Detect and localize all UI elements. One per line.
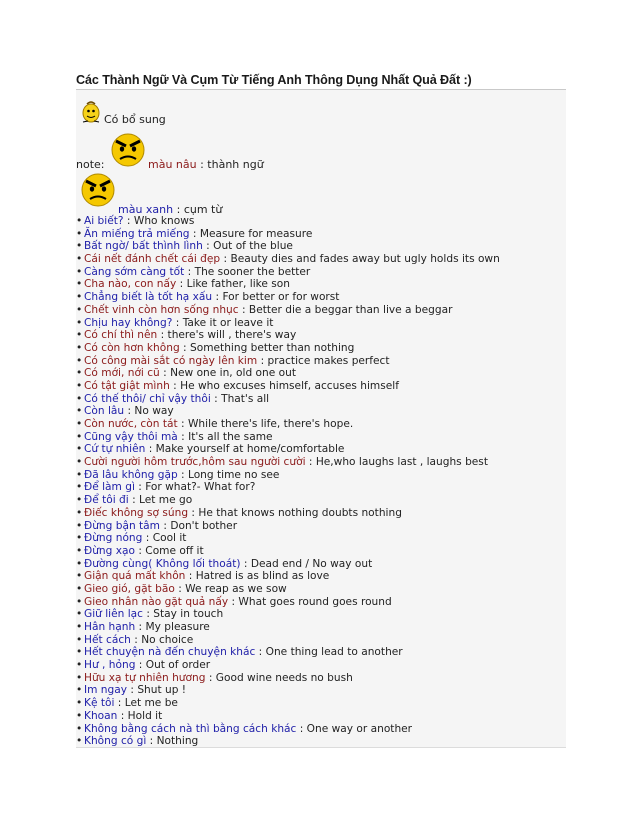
list-item: [76, 646, 566, 659]
phrase-vietnamese: Hết cách: [84, 633, 131, 646]
phrase-english: We reap as we sow: [185, 582, 287, 595]
angry-smiley-icon: [108, 130, 148, 168]
list-item: [76, 456, 566, 469]
phrase-separator: :: [135, 621, 146, 633]
list-item: [76, 507, 566, 520]
phrase-english: No way: [134, 405, 174, 418]
phrase-separator: :: [205, 671, 216, 684]
phrase-vietnamese: Có mới, nới cũ: [84, 367, 160, 380]
brown-label: màu nâu: [148, 158, 197, 171]
phrase-vietnamese: Càng sớm càng tốt: [84, 265, 185, 278]
page-title: Các Thành Ngữ Và Cụm Từ Tiếng Anh Thông Dụng Nhất Quả Đất :): [76, 73, 472, 87]
list-item: [76, 532, 566, 545]
list-item: [76, 393, 566, 406]
phrase-english: It's all the same: [188, 430, 273, 443]
list-item: [76, 418, 566, 431]
list-item: [76, 342, 566, 355]
list-item: [76, 608, 566, 621]
phrase-vietnamese: Cũng vậy thôi mà: [84, 430, 178, 443]
phrase-separator: :: [177, 468, 188, 481]
phrase-vietnamese: Có còn hơn không: [84, 341, 180, 354]
phrase-separator: :: [177, 418, 188, 430]
phrase-separator: :: [228, 595, 239, 608]
list-item: [76, 481, 566, 494]
list-item: [76, 443, 566, 456]
phrase-separator: :: [210, 392, 222, 405]
phrase-vietnamese: Cứ tự nhiên: [84, 443, 146, 456]
list-item: [76, 710, 566, 723]
phrase-english: Out of order: [145, 659, 211, 672]
list-item: [76, 215, 566, 228]
list-item: [76, 240, 566, 253]
phrase-vietnamese: Gieo gió, gặt bão: [84, 582, 175, 595]
phrase-separator: :: [146, 735, 157, 748]
list-item: [76, 431, 566, 444]
phrase-separator: :: [117, 709, 128, 722]
phrase-english: Something better than nothing: [190, 341, 355, 354]
list-item: [76, 684, 566, 697]
list-item: [76, 469, 566, 482]
list-item: [76, 278, 566, 291]
phrase-english: Make yourself at home/comfortable: [155, 443, 345, 456]
phrase-vietnamese: Kệ tôi: [84, 697, 115, 710]
phrase-vietnamese: Đừng bận tâm: [84, 519, 160, 532]
phrase-english: My pleasure: [145, 621, 210, 633]
phrase-vietnamese: Không có gì: [84, 735, 147, 748]
phrase-vietnamese: Đã lâu không gặp: [84, 468, 178, 481]
phrase-separator: :: [212, 291, 223, 304]
phrase-english: Cool it: [152, 532, 187, 545]
phrase-separator: :: [142, 532, 153, 545]
phrase-vietnamese: Có chí thì nên: [84, 329, 158, 342]
list-item: [76, 266, 566, 279]
list-item: [76, 380, 566, 393]
phrase-separator: :: [134, 544, 146, 557]
phrase-vietnamese: Giận quá mất khôn: [84, 570, 186, 583]
phrase-english: Hatred is as blind as love: [195, 570, 330, 583]
list-item: [76, 697, 566, 710]
phrase-vietnamese: Im ngay: [84, 684, 128, 697]
phrase-separator: :: [134, 481, 146, 494]
phrase-english: For better or for worst: [222, 291, 340, 304]
list-item: [76, 317, 566, 330]
phrase-english: One way or another: [306, 722, 413, 735]
phrase-vietnamese: Chết vinh còn hơn sống nhục: [84, 303, 239, 316]
list-item: [76, 545, 566, 558]
phrase-english: Dead end / No way out: [250, 557, 373, 570]
blue-desc: : cụm từ: [176, 203, 223, 216]
phrase-vietnamese: Bất ngờ/ bất thình lình: [84, 240, 203, 253]
phrase-vietnamese: Không bằng cách nà thì bằng cách khác: [84, 722, 297, 735]
phrase-english: For what?- What for?: [145, 481, 256, 494]
phrase-vietnamese: Chịu hay không?: [84, 316, 173, 329]
phrase-vietnamese: Ai biết?: [84, 215, 124, 227]
phrase-english: Don't bother: [170, 519, 238, 532]
phrase-english: Hold it: [127, 709, 163, 722]
phrase-separator: :: [255, 646, 266, 659]
angry-smiley-icon: [78, 170, 118, 208]
list-item: [76, 735, 566, 748]
list-item: [76, 228, 566, 241]
phrase-separator: :: [185, 570, 196, 583]
phrase-vietnamese: Còn nước, còn tát: [84, 418, 178, 430]
phrase-separator: :: [174, 582, 186, 595]
list-item: [76, 291, 566, 304]
phrase-english: While there's life, there's hope.: [187, 418, 354, 430]
phrase-vietnamese: Đừng nóng: [84, 532, 143, 545]
list-item: [76, 367, 566, 380]
phrase-vietnamese: Đừng xạo: [84, 544, 135, 557]
phrase-english: What goes round goes round: [238, 595, 392, 608]
list-item: [76, 405, 566, 418]
list-item: [76, 304, 566, 317]
blue-label: màu xanh: [118, 203, 174, 216]
phrase-vietnamese: Có thế thôi/ chỉ vậy thôi: [84, 392, 211, 405]
phrase-separator: :: [114, 697, 125, 710]
phrase-separator: :: [257, 354, 268, 367]
phrase-english: Good wine needs no bush: [215, 671, 353, 684]
phrase-separator: :: [127, 684, 138, 697]
smiley-banana-icon: [80, 100, 102, 124]
list-item: [76, 583, 566, 596]
phrase-english: Let me be: [124, 697, 178, 710]
list-item: [76, 329, 566, 342]
phrase-english: The sooner the better: [194, 265, 311, 278]
phrase-separator: :: [240, 557, 251, 570]
phrase-english: Take it or leave it: [182, 316, 274, 329]
phrase-vietnamese: Chẳng biết là tốt hạ xấu: [84, 291, 213, 304]
phrase-english: New one in, old one out: [170, 367, 296, 380]
phrase-separator: :: [305, 456, 316, 469]
phrase-separator: :: [176, 278, 187, 291]
phrase-english: Measure for measure: [199, 227, 313, 240]
list-item: [76, 520, 566, 533]
phrase-english: Like father, like son: [186, 278, 291, 291]
phrase-vietnamese: Có công mài sắt có ngày lên kim: [84, 354, 258, 367]
phrase-vietnamese: Cha nào, con nấy: [84, 278, 177, 291]
phrase-separator: :: [123, 215, 134, 227]
list-item: [76, 253, 566, 266]
list-item: [76, 621, 566, 634]
phrase-vietnamese: Giữ liên lạc: [84, 608, 143, 621]
phrase-english: Shut up !: [137, 684, 187, 697]
phrase-separator: :: [160, 519, 171, 532]
phrase-english: Better die a beggar than live a beggar: [248, 303, 453, 316]
phrase-vietnamese: Ăn miếng trả miếng: [84, 227, 190, 240]
phrase-separator: :: [142, 608, 154, 621]
list-item: [76, 596, 566, 609]
phrase-english: Beauty dies and fades away but ugly holds its own: [230, 253, 500, 266]
phrase-separator: :: [202, 240, 214, 253]
phrase-vietnamese: Cái nết đánh chết cái đẹp: [84, 253, 221, 266]
phrase-vietnamese: Để tôi đi: [84, 494, 129, 507]
phrase-separator: :: [172, 316, 183, 329]
phrase-english: He who excuses himself, accuses himself: [180, 379, 399, 392]
phrase-english: One thing lead to another: [265, 646, 403, 659]
phrase-separator: :: [135, 659, 146, 672]
phrase-english: Come off it: [145, 544, 204, 557]
phrase-vietnamese: Hết chuyện nà đến chuyện khác: [84, 646, 256, 659]
list-item: [76, 570, 566, 583]
phrase-english: Out of the blue: [213, 240, 293, 253]
phrase-separator: :: [130, 633, 142, 646]
phrase-separator: :: [188, 506, 199, 519]
phrase-english: He that knows nothing doubts nothing: [198, 506, 402, 519]
phrase-english: practice makes perfect: [267, 354, 390, 367]
list-item: [76, 723, 566, 736]
bo-sung-text: Có bổ sung: [104, 113, 166, 126]
phrase-vietnamese: Khoan: [84, 709, 118, 722]
phrase-english: He,who laughs last , laughs best: [315, 456, 488, 469]
phrase-english: That's all: [221, 392, 270, 405]
phrase-list: [76, 215, 566, 748]
phrase-vietnamese: Còn lâu: [84, 405, 125, 418]
phrase-english: there's will , there's way: [167, 329, 297, 342]
phrase-vietnamese: Có tật giật mình: [84, 379, 170, 392]
phrase-vietnamese: Gieo nhân nào gặt quả nấy: [84, 595, 229, 608]
list-item: [76, 558, 566, 571]
phrase-vietnamese: Để làm gì: [84, 481, 135, 494]
phrase-english: Nothing: [156, 735, 199, 748]
phrase-vietnamese: Hư , hỏng: [84, 659, 136, 672]
phrase-separator: :: [238, 303, 249, 316]
phrase-separator: :: [177, 430, 189, 443]
phrase-vietnamese: Đường cùng( Không lối thoát): [84, 557, 241, 570]
phrase-separator: :: [296, 722, 307, 735]
brown-desc: : thành ngữ: [200, 158, 264, 171]
list-item: [76, 672, 566, 685]
phrase-separator: :: [179, 341, 190, 354]
phrase-english: No choice: [141, 633, 194, 646]
phrase-separator: :: [128, 494, 140, 507]
phrase-separator: :: [169, 379, 181, 392]
phrase-english: Who knows: [133, 215, 195, 227]
phrase-separator: :: [189, 227, 200, 240]
phrase-english: Long time no see: [187, 468, 280, 481]
list-item: [76, 659, 566, 672]
list-item: [76, 494, 566, 507]
phrase-separator: :: [159, 367, 171, 380]
phrase-english: Stay in touch: [153, 608, 224, 621]
phrase-separator: :: [157, 329, 168, 342]
phrase-separator: :: [220, 253, 231, 266]
phrase-vietnamese: Điếc không sợ súng: [84, 506, 189, 519]
phrase-vietnamese: Hân hạnh: [84, 621, 136, 633]
list-item: [76, 355, 566, 368]
phrase-english: Let me go: [139, 494, 193, 507]
phrase-vietnamese: Hữu xạ tự nhiên hương: [84, 671, 206, 684]
phrase-separator: :: [124, 405, 135, 418]
phrase-separator: :: [145, 443, 156, 456]
note-label: note:: [76, 158, 105, 171]
phrase-separator: :: [184, 265, 195, 278]
list-item: [76, 634, 566, 647]
phrase-vietnamese: Cười người hôm trước,hôm sau người cười: [84, 456, 306, 469]
